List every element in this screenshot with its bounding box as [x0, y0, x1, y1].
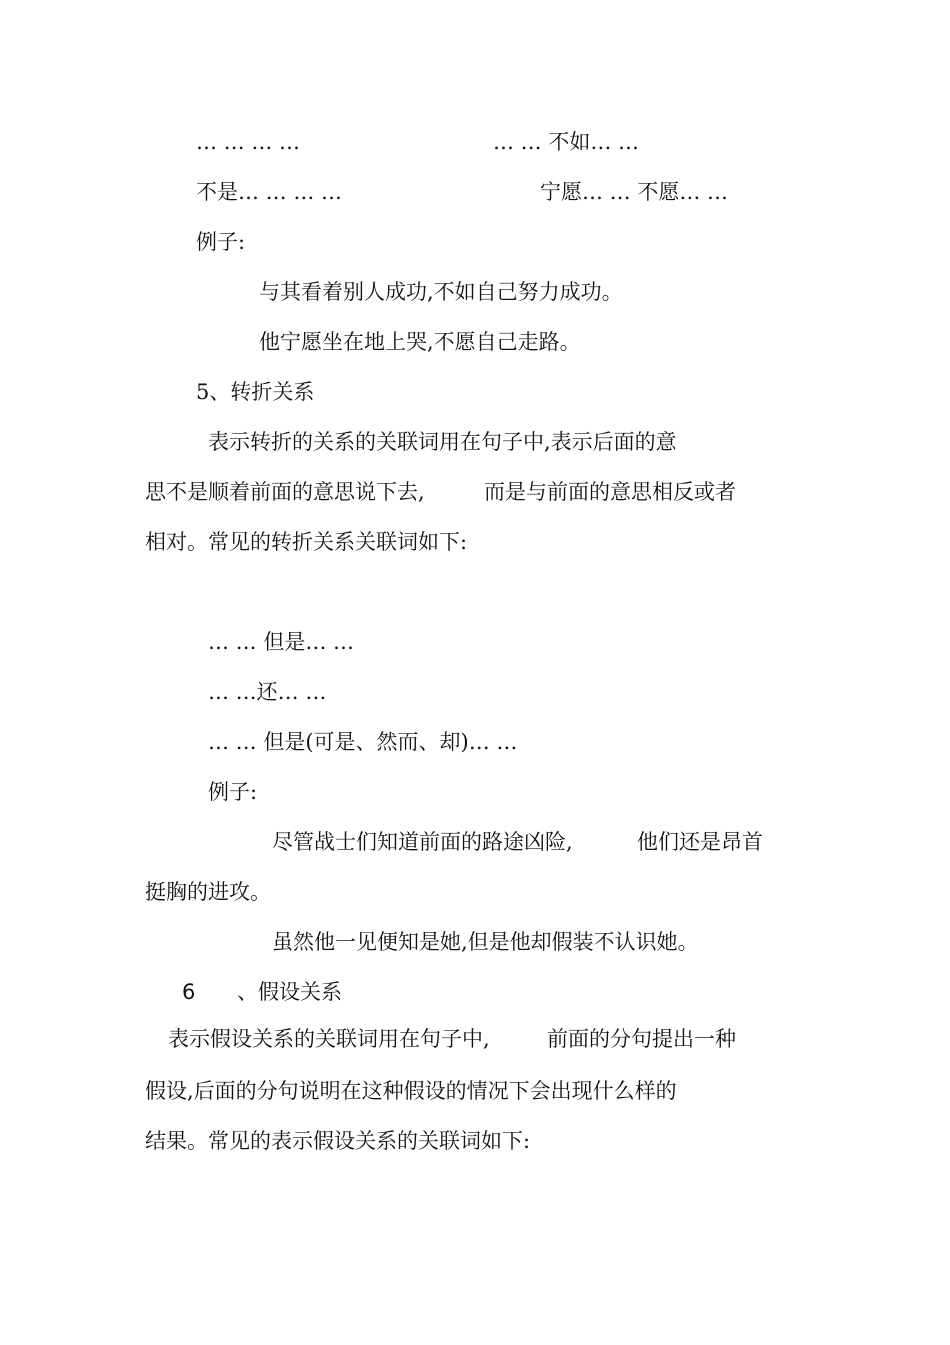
section5-desc-line1: 表示转折的关系的关联词用在句子中,表示后面的意 [208, 430, 677, 454]
example-sentence-1: 与其看着别人成功,不如自己努力成功。 [259, 280, 623, 304]
section5-example-2: 虽然他一见便知是她,但是他却假装不认识她。 [272, 930, 699, 954]
pattern-row2-right: 宁愿… … 不愿… … [540, 180, 729, 204]
section-heading-6-number: 6 [182, 980, 196, 1004]
section5-desc-line3: 相对。常见的转折关系关联词如下: [145, 530, 468, 554]
section5-example-label: 例子: [208, 780, 258, 804]
pattern-row1-left: … … … … [196, 130, 301, 154]
section5-pattern-2: … …还… … [208, 680, 327, 704]
section5-desc-line2a: 思不是顺着前面的意思说下去, [145, 480, 425, 504]
section5-pattern-1: … … 但是… … [208, 630, 355, 654]
section6-desc-line1b: 前面的分句提出一种 [547, 1027, 736, 1051]
example-label: 例子: [196, 230, 246, 254]
section5-example1-part-c: 挺胸的进攻。 [145, 880, 271, 904]
pattern-row2-left: 不是… … … … [196, 180, 343, 204]
example-sentence-2: 他宁愿坐在地上哭,不愿自己走路。 [259, 330, 581, 354]
section5-example1-part-b: 他们还是昂首 [637, 830, 763, 854]
section6-desc-line3: 结果。常见的表示假设关系的关联词如下: [145, 1129, 531, 1153]
section5-example1-part-a: 尽管战士们知道前面的路途凶险, [272, 830, 573, 854]
section-heading-6-text: 、假设关系 [237, 980, 342, 1004]
section6-desc-line1a: 表示假设关系的关联词用在句子中, [168, 1027, 490, 1051]
section-heading-5: 5、转折关系 [196, 380, 315, 404]
pattern-row1-right: … … 不如… … [493, 130, 640, 154]
section5-desc-line2b: 而是与前面的意思相反或者 [484, 480, 736, 504]
section5-pattern-3: … … 但是(可是、然而、却)… … [208, 730, 518, 754]
section6-desc-line2: 假设,后面的分句说明在这种假设的情况下会出现什么样的 [145, 1079, 677, 1103]
